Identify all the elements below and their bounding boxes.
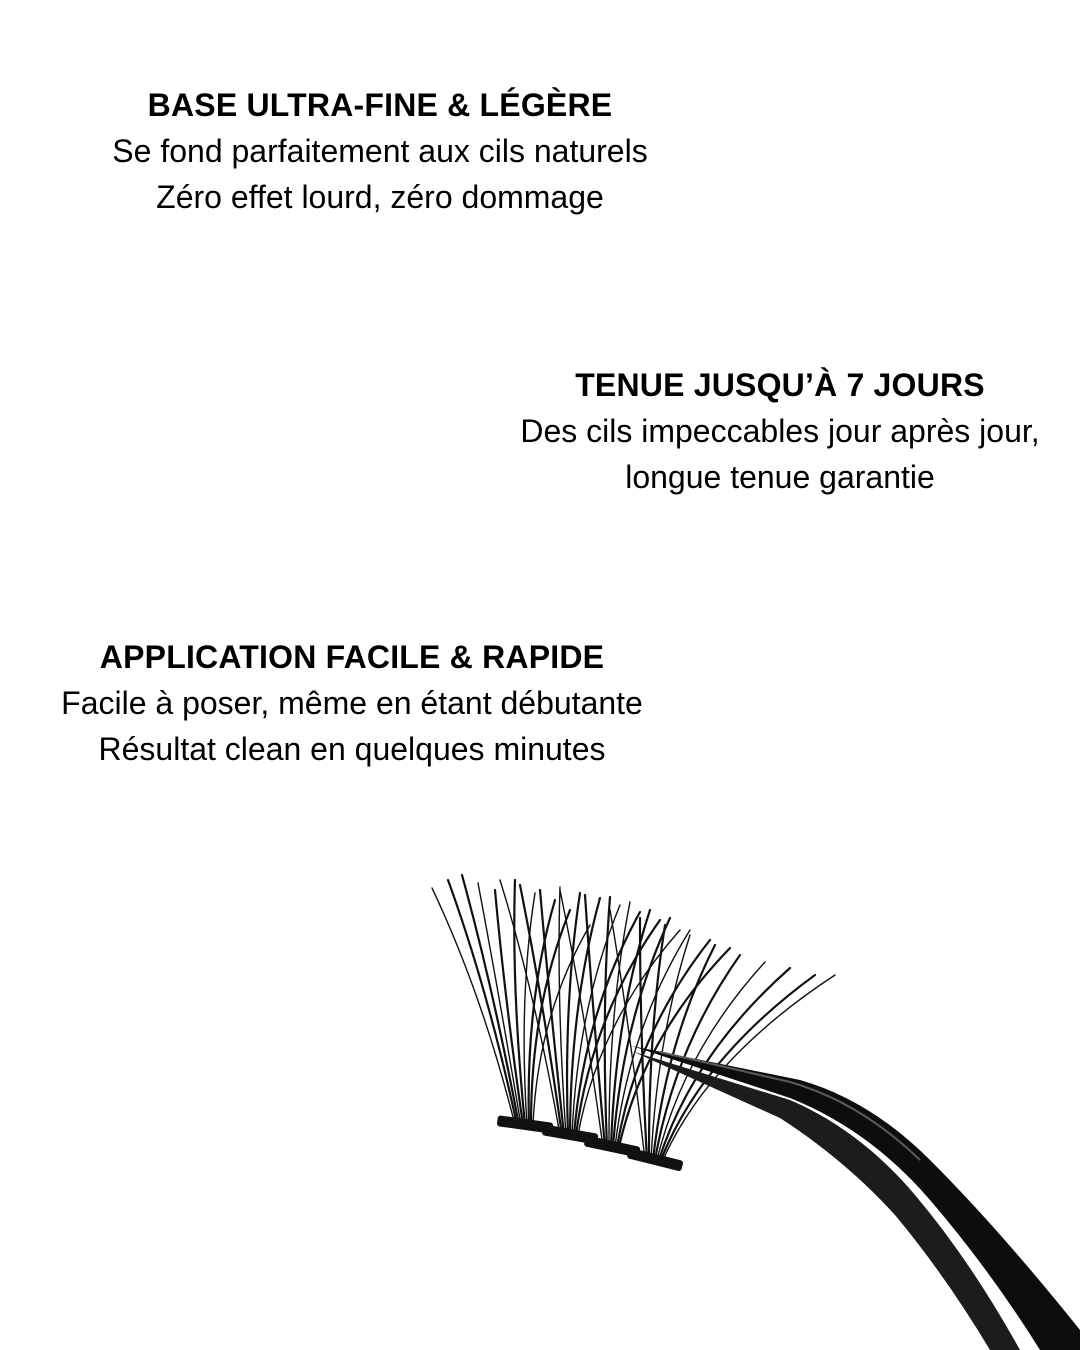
lash-strand xyxy=(462,875,519,1125)
feature-title: TENUE JUSQU’À 7 JOURS xyxy=(575,367,985,403)
tweezers-icon xyxy=(632,1046,1080,1350)
feature-description-line-1: Se fond parfaitement aux cils naturels xyxy=(112,133,648,169)
lash-clusters-icon xyxy=(432,875,835,1160)
tweezer-arm xyxy=(632,1046,1080,1350)
feature-description-line-2: Zéro effet lourd, zéro dommage xyxy=(156,179,604,215)
lash-strand xyxy=(585,895,605,1147)
feature-description-line-1: Des cils impeccables jour après jour, xyxy=(520,413,1040,449)
feature-long-wear xyxy=(480,362,1080,500)
feature-easy-application xyxy=(40,634,664,772)
lash-tweezers-illustration xyxy=(420,860,1080,1350)
lash-strand xyxy=(432,888,515,1125)
feature-description-line-2: longue tenue garantie xyxy=(625,459,935,495)
lash-strand xyxy=(659,968,790,1160)
feature-description-line-2: Résultat clean en quelques minutes xyxy=(98,731,606,767)
feature-title: APPLICATION FACILE & RAPIDE xyxy=(99,639,605,675)
feature-title: BASE ULTRA-FINE & LÉGÈRE xyxy=(147,87,613,123)
feature-ultra-fine-base xyxy=(60,82,700,220)
feature-description-line-1: Facile à poser, même en étant débutante xyxy=(61,685,643,721)
lash-strand xyxy=(514,880,525,1125)
